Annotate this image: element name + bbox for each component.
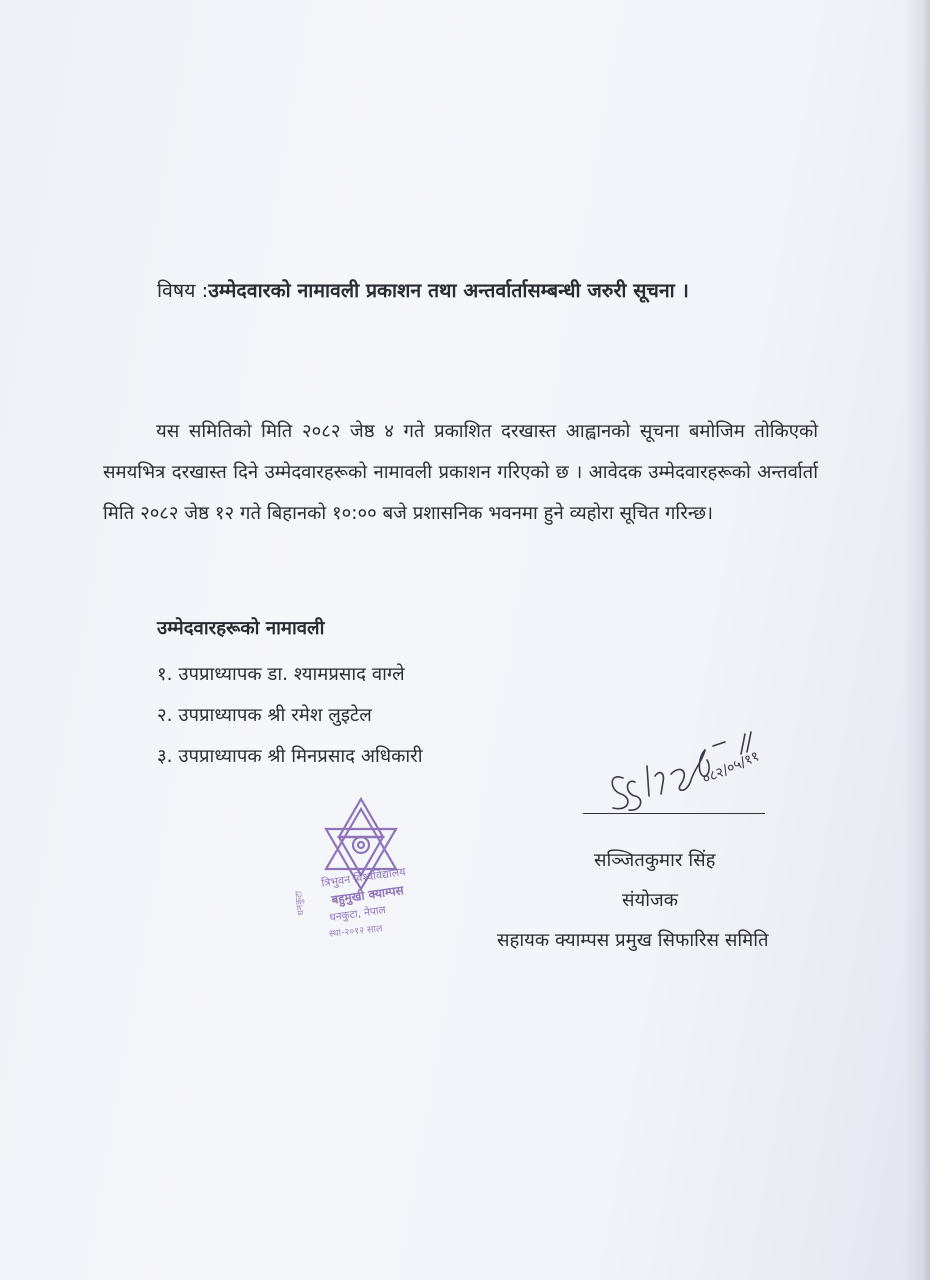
- seal-line-2: बहुमुखी क्याम्पस: [330, 883, 405, 908]
- seal-line-4: स्था-२०१२ साल: [328, 923, 383, 940]
- notice-body-paragraph: यस समितिको मिति २०८२ जेष्ठ ४ गते प्रकाशित दरखास्त आह्वानको सूचना बमोजिम तोकिएको समयभित्र दरखास्त दिने उम्मेदवारहरूको नामावली प्रकाशन गरिएको छ । आवेदक उम्मेदवारहरूको अन्तर्वार्ता मिति २०८२ जेष्ठ १२ गते बिहानको १०:०० बजे प्रशासनिक भवनमा हुने व्यहोरा सूचित गरिन्छ।: [103, 421, 818, 524]
- seal-line-1: त्रिभुवन विश्वविद्यालय: [320, 865, 407, 890]
- signatory-committee: सहायक क्याम्पस प्रमुख सिफारिस समिति: [497, 930, 769, 951]
- candidate-item: १. उपप्राध्यापक डा. श्यामप्रसाद वाग्ले: [157, 664, 405, 685]
- office-seal-stamp: [286, 795, 436, 945]
- signature-date: ०८२/०५/११: [700, 748, 762, 788]
- signatory-name: सञ्जितकुमार सिंह: [594, 850, 716, 871]
- candidate-item: २. उपप्राध्यापक श्री रमेश लुइटेल: [157, 705, 372, 726]
- signature-line: [583, 813, 765, 814]
- subject-label: विषय :: [157, 279, 209, 302]
- paper-edge-shadow: [904, 0, 930, 1280]
- candidate-item: ३. उपप्राध्यापक श्री मिनप्रसाद अधिकारी: [157, 746, 423, 767]
- seal-line-3: धनकुटा, नेपाल: [328, 904, 387, 924]
- notice-subject: [157, 276, 877, 306]
- subject-text: उम्मेदवारको नामावली प्रकाशन तथा अन्तर्वार्तासम्बन्धी जरुरी सूचना ।: [208, 279, 689, 302]
- handwritten-signature: [595, 720, 770, 820]
- signatory-role: संयोजक: [622, 890, 678, 911]
- svg-text:धनकुटा: धनकुटा: [294, 890, 307, 917]
- candidate-list: [157, 654, 423, 777]
- candidate-list-heading: उम्मेदवारहरूको नामावली: [157, 618, 325, 639]
